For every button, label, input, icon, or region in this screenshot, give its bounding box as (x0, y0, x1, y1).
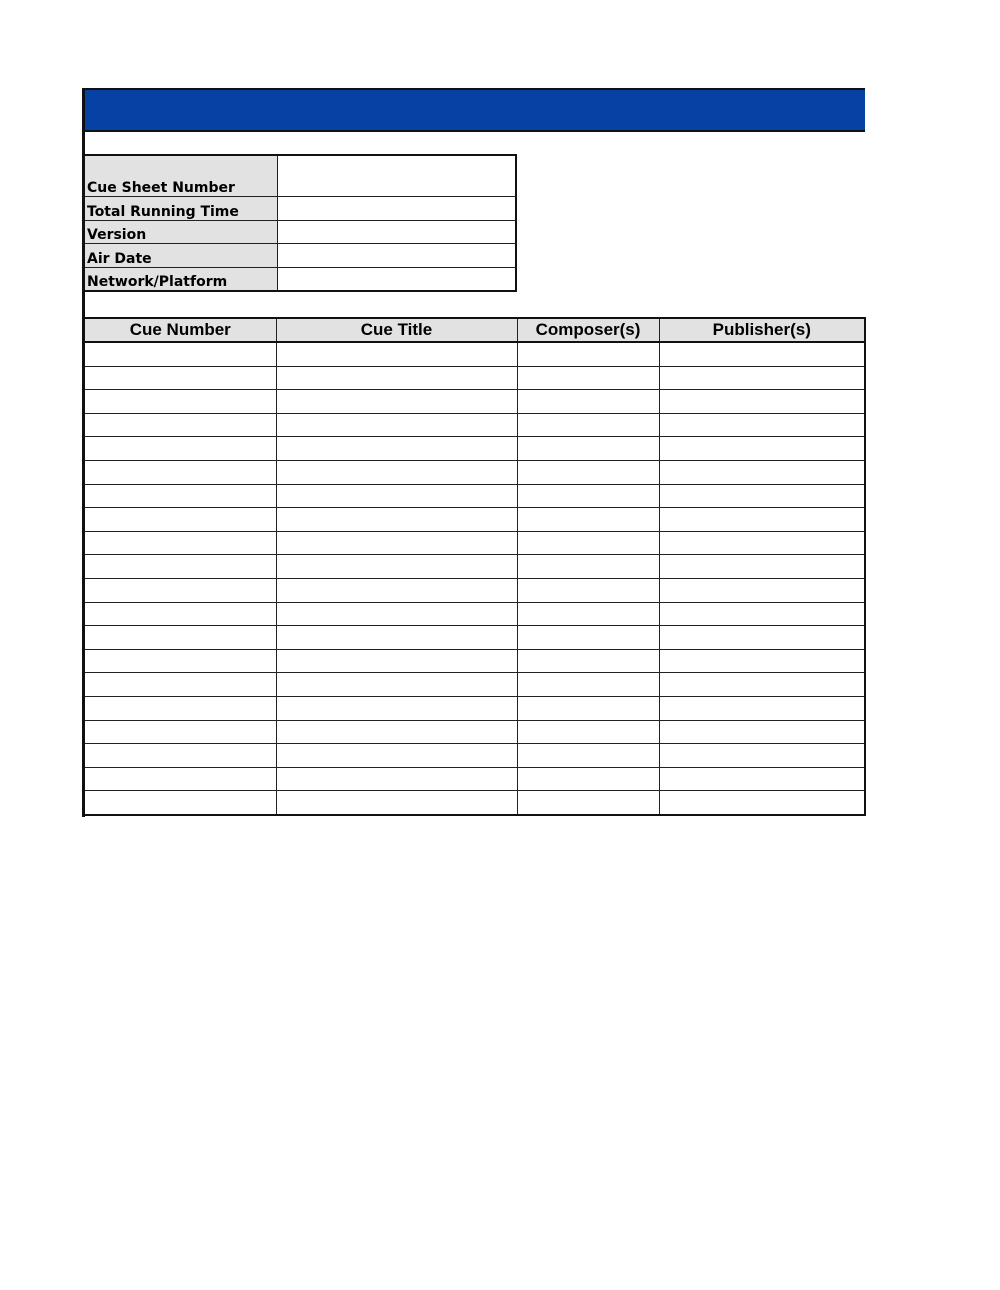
composers-cell[interactable] (517, 366, 659, 390)
table-row (84, 791, 865, 815)
cue-number-cell[interactable] (84, 578, 276, 602)
info-label: Total Running Time (84, 196, 278, 220)
header-composers: Composer(s) (517, 318, 659, 342)
cue-number-cell[interactable] (84, 744, 276, 768)
publishers-cell[interactable] (659, 626, 865, 650)
cue-number-cell[interactable] (84, 696, 276, 720)
header-cue-title: Cue Title (276, 318, 517, 342)
cue-title-cell[interactable] (276, 390, 517, 414)
cue-number-cell[interactable] (84, 413, 276, 437)
cue-number-cell[interactable] (84, 460, 276, 484)
table-row (84, 578, 865, 602)
table-row (84, 437, 865, 461)
table-row (84, 673, 865, 697)
table-row (84, 767, 865, 791)
composers-cell[interactable] (517, 744, 659, 768)
publishers-cell[interactable] (659, 484, 865, 508)
total-running-time-field[interactable] (278, 196, 517, 220)
publishers-cell[interactable] (659, 437, 865, 461)
composers-cell[interactable] (517, 484, 659, 508)
table-row (84, 390, 865, 414)
info-row (84, 267, 516, 291)
cue-title-cell[interactable] (276, 342, 517, 366)
cue-sheet-info-table (83, 154, 517, 292)
cue-number-cell[interactable] (84, 720, 276, 744)
info-label: Network/Platform (84, 267, 278, 291)
info-row (84, 220, 516, 243)
composers-cell[interactable] (517, 555, 659, 579)
publishers-cell[interactable] (659, 720, 865, 744)
composers-cell[interactable] (517, 390, 659, 414)
table-row (84, 531, 865, 555)
publishers-cell[interactable] (659, 342, 865, 366)
cue-number-cell[interactable] (84, 484, 276, 508)
table-row (84, 508, 865, 532)
composers-cell[interactable] (517, 602, 659, 626)
cue-title-cell[interactable] (276, 767, 517, 791)
publishers-cell[interactable] (659, 578, 865, 602)
cue-title-cell[interactable] (276, 531, 517, 555)
composers-cell[interactable] (517, 649, 659, 673)
publishers-cell[interactable] (659, 696, 865, 720)
info-row (84, 155, 516, 196)
publishers-cell[interactable] (659, 602, 865, 626)
cue-title-cell[interactable] (276, 555, 517, 579)
composers-cell[interactable] (517, 626, 659, 650)
composers-cell[interactable] (517, 508, 659, 532)
composers-cell[interactable] (517, 460, 659, 484)
title-banner (83, 88, 865, 132)
cue-title-cell[interactable] (276, 460, 517, 484)
publishers-cell[interactable] (659, 508, 865, 532)
cue-title-cell[interactable] (276, 413, 517, 437)
composers-cell[interactable] (517, 578, 659, 602)
publishers-cell[interactable] (659, 791, 865, 815)
cue-number-cell[interactable] (84, 390, 276, 414)
publishers-cell[interactable] (659, 555, 865, 579)
cue-title-cell[interactable] (276, 366, 517, 390)
table-row (84, 555, 865, 579)
table-row (84, 744, 865, 768)
cue-number-cell[interactable] (84, 649, 276, 673)
cue-title-cell[interactable] (276, 484, 517, 508)
publishers-cell[interactable] (659, 390, 865, 414)
cue-title-cell[interactable] (276, 791, 517, 815)
composers-cell[interactable] (517, 696, 659, 720)
header-publishers: Publisher(s) (659, 318, 865, 342)
cue-table-header (84, 318, 865, 342)
publishers-cell[interactable] (659, 531, 865, 555)
info-row (84, 243, 516, 267)
header-cue-number: Cue Number (84, 318, 276, 342)
cue-title-cell[interactable] (276, 578, 517, 602)
composers-cell[interactable] (517, 791, 659, 815)
publishers-cell[interactable] (659, 460, 865, 484)
cue-number-cell[interactable] (84, 437, 276, 461)
info-label: Version (84, 220, 278, 243)
cue-number-cell[interactable] (84, 342, 276, 366)
cue-title-cell[interactable] (276, 626, 517, 650)
composers-cell[interactable] (517, 720, 659, 744)
publishers-cell[interactable] (659, 649, 865, 673)
table-row (84, 696, 865, 720)
table-row (84, 342, 865, 366)
air-date-field[interactable] (278, 243, 517, 267)
cue-title-cell[interactable] (276, 602, 517, 626)
table-row (84, 484, 865, 508)
table-row (84, 366, 865, 390)
composers-cell[interactable] (517, 531, 659, 555)
publishers-cell[interactable] (659, 673, 865, 697)
table-row (84, 649, 865, 673)
info-row (84, 196, 516, 220)
cue-number-cell[interactable] (84, 555, 276, 579)
cue-number-cell[interactable] (84, 791, 276, 815)
table-row (84, 626, 865, 650)
info-label: Cue Sheet Number (84, 155, 278, 196)
cue-title-cell[interactable] (276, 437, 517, 461)
table-row (84, 460, 865, 484)
info-label: Air Date (84, 243, 278, 267)
cue-table (83, 317, 866, 816)
composers-cell[interactable] (517, 437, 659, 461)
cue-title-cell[interactable] (276, 696, 517, 720)
composers-cell[interactable] (517, 767, 659, 791)
table-row (84, 720, 865, 744)
cue-title-cell[interactable] (276, 508, 517, 532)
version-field[interactable] (278, 220, 517, 243)
publishers-cell[interactable] (659, 767, 865, 791)
cue-number-cell[interactable] (84, 366, 276, 390)
cue-number-cell[interactable] (84, 673, 276, 697)
cue-number-cell[interactable] (84, 626, 276, 650)
publishers-cell[interactable] (659, 366, 865, 390)
cue-title-cell[interactable] (276, 673, 517, 697)
cue-number-cell[interactable] (84, 508, 276, 532)
cue-sheet-number-field[interactable] (278, 155, 517, 196)
publishers-cell[interactable] (659, 744, 865, 768)
cue-title-cell[interactable] (276, 720, 517, 744)
table-row (84, 413, 865, 437)
network-platform-field[interactable] (278, 267, 517, 291)
table-row (84, 602, 865, 626)
cue-number-cell[interactable] (84, 602, 276, 626)
composers-cell[interactable] (517, 413, 659, 437)
cue-number-cell[interactable] (84, 767, 276, 791)
composers-cell[interactable] (517, 673, 659, 697)
composers-cell[interactable] (517, 342, 659, 366)
publishers-cell[interactable] (659, 413, 865, 437)
cue-number-cell[interactable] (84, 531, 276, 555)
cue-title-cell[interactable] (276, 649, 517, 673)
cue-title-cell[interactable] (276, 744, 517, 768)
